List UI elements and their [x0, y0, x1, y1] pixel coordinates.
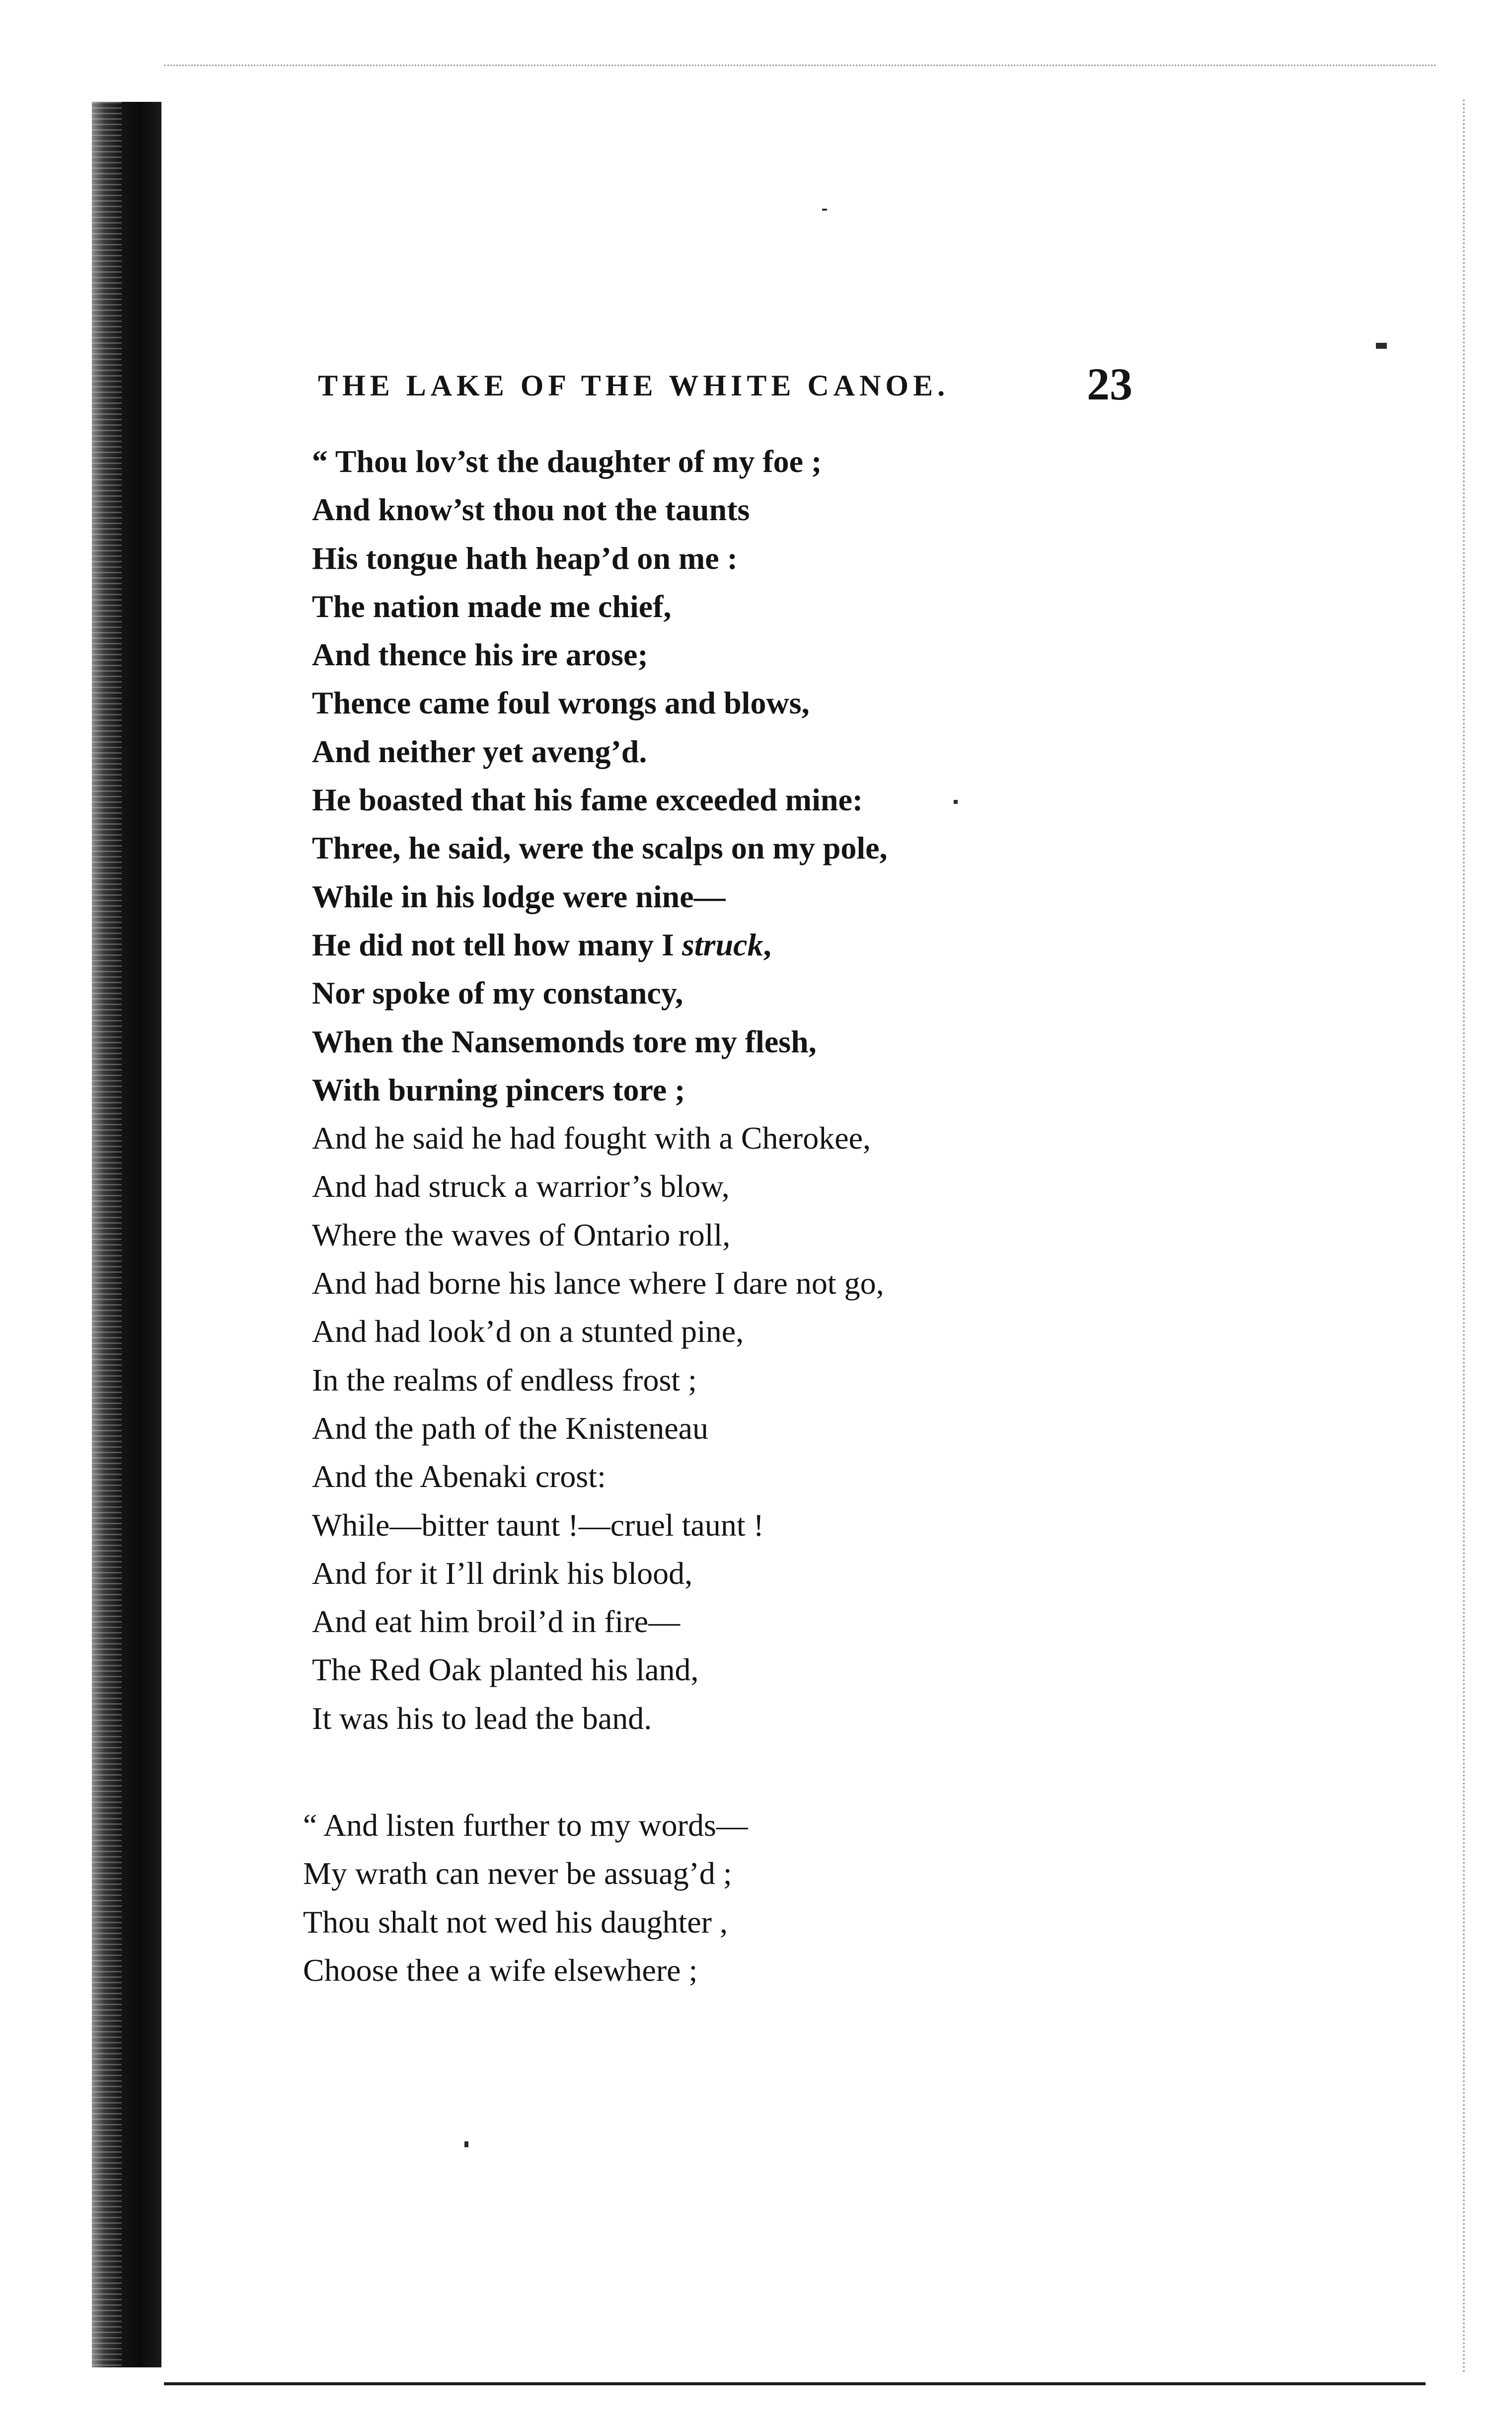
- poem-line: And the path of the Knisteneau: [312, 1410, 708, 1446]
- scan-speck: [822, 209, 827, 211]
- poem-line: And know’st thou not the taunts: [312, 492, 750, 528]
- poem-line: His tongue hath heap’d on me :: [312, 540, 738, 576]
- page-right-edge: [1463, 99, 1465, 2375]
- page-header: [318, 358, 1133, 412]
- poem-line: And had look’d on a stunted pine,: [312, 1314, 744, 1349]
- poem-line: He boasted that his fame exceeded mine:: [312, 782, 863, 818]
- scan-speck: [464, 2141, 468, 2147]
- poem-line: It was his to lead the band.: [312, 1700, 652, 1736]
- stanza-1: [312, 437, 888, 1742]
- poem-line: And the Abenaki crost:: [312, 1459, 606, 1494]
- poem-line: And had struck a warrior’s blow,: [312, 1169, 730, 1204]
- running-head: THE LAKE OF THE WHITE CANOE.: [318, 369, 950, 402]
- emphasized-word: struck: [681, 927, 763, 962]
- poem-line: And had borne his lance where I dare not go,: [312, 1265, 884, 1301]
- poem-line: My wrath can never be assuag’d ;: [303, 1856, 732, 1891]
- poem-line: “ And listen further to my words—: [303, 1807, 748, 1843]
- poem-line: And eat him broil’d in fire—: [312, 1604, 680, 1640]
- poem-line: And he said he had fought with a Cherokee,: [312, 1120, 871, 1156]
- scan-speck: [1376, 343, 1387, 349]
- poem-line: He did not tell how many I struck,: [312, 927, 771, 962]
- poem-line: “ Thou lov’st the daughter of my foe ;: [312, 444, 822, 479]
- poem-line: Nor spoke of my constancy,: [312, 975, 683, 1011]
- poem-line: While in his lodge were nine—: [312, 878, 726, 914]
- page-number: 23: [1087, 359, 1133, 409]
- poem-line: Thence came foul wrongs and blows,: [312, 685, 810, 721]
- poem-line: In the realms of endless frost ;: [312, 1362, 697, 1398]
- poem-line: Choose thee a wife elsewhere ;: [303, 1952, 698, 1988]
- poem-line: And thence his ire arose;: [312, 637, 648, 673]
- poem-line: With burning pincers tore ;: [312, 1072, 685, 1107]
- poem-line: While—bitter taunt !—cruel taunt !: [312, 1507, 764, 1543]
- stanza-2: [303, 1801, 748, 1994]
- poem-line: Three, he said, were the scalps on my pole,: [312, 830, 888, 866]
- page-top-edge: [164, 65, 1436, 66]
- poem-line: The nation made me chief,: [312, 588, 672, 624]
- page-bottom-edge: [164, 2382, 1426, 2385]
- poem-line: And for it I’ll drink his blood,: [312, 1555, 693, 1591]
- binding-texture: [92, 102, 122, 2367]
- poem-line: When the Nansemonds tore my flesh,: [312, 1023, 817, 1059]
- poem-line: The Red Oak planted his land,: [312, 1652, 699, 1688]
- scan-speck: [954, 800, 958, 804]
- poem-line: And neither yet aveng’d.: [312, 733, 647, 769]
- poem-line: Thou shalt not wed his daughter ,: [303, 1904, 728, 1940]
- poem-line: Where the waves of Ontario roll,: [312, 1217, 731, 1253]
